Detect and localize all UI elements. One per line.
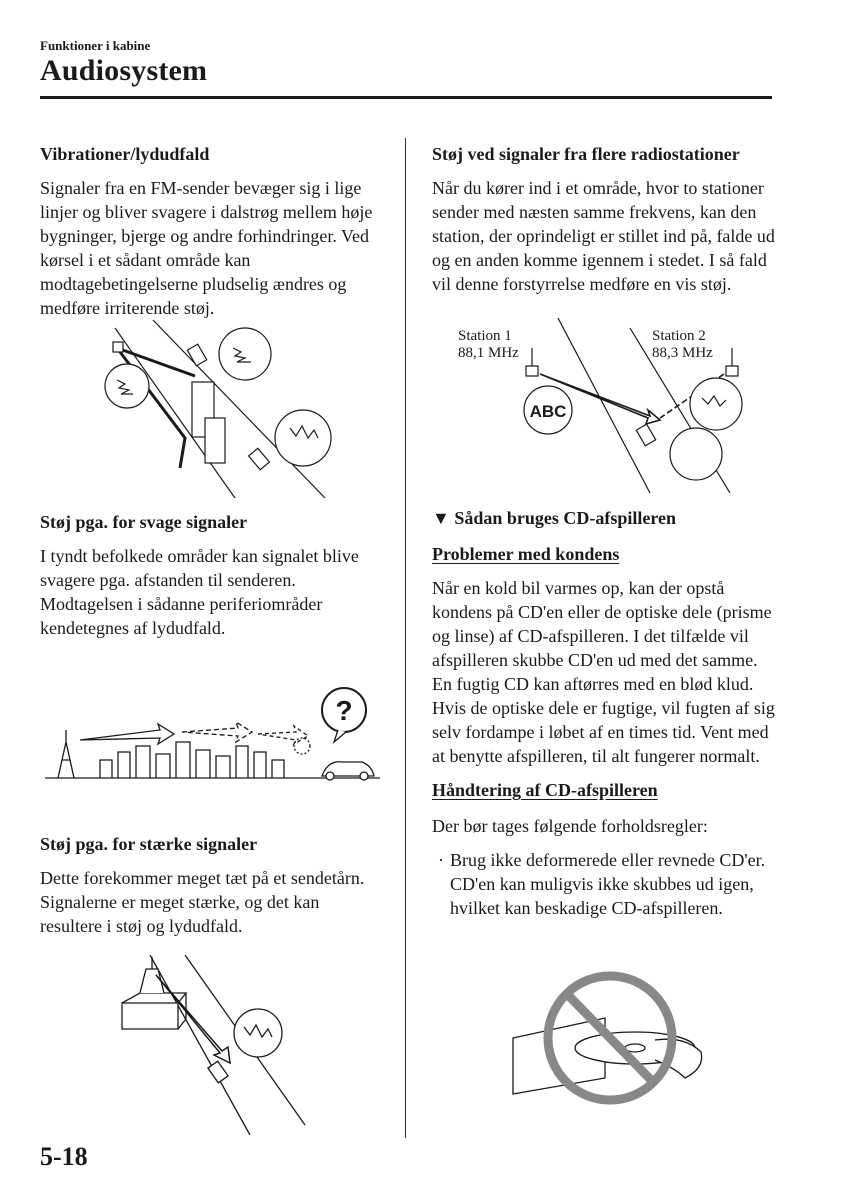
multi-station-section	[432, 142, 782, 296]
weak-signal-section	[40, 510, 385, 640]
condensation-heading: Problemer med kondens	[432, 544, 620, 564]
strong-signal-section	[40, 832, 385, 938]
multi-station-text: Når du kører ind i et område, hvor to stationer sender med næsten samme frekvens, kan den station, der oprindeligt er stillet ind på, falde ud og en anden komme igennem i stedet. I så fald vil denne forstyrrelse medføre en vis støj.	[432, 178, 775, 294]
strong-signal-text: Dette forekommer meget tæt på et sendetårn. Signalerne er meget stærke, og det kan resultere i støj og lydudfald.	[40, 868, 365, 936]
multi-station-heading: Støj ved signaler fra flere radiostationer	[432, 144, 740, 164]
section-label: Funktioner i kabine	[40, 38, 151, 53]
vibration-text: Signaler fra en FM-sender bevæger sig i lige linjer og bliver svagere i dalstrøg mellem høje bygninger, bjerge og andre forhindringer. Ved kørsel i et sådant område kan modtagebetingelserne pludselig ændres og medføre irriterende støj.	[40, 178, 373, 318]
bullet-dot: ·	[438, 850, 444, 870]
weak-signal-heading: Støj pga. for svage signaler	[40, 512, 248, 532]
vibration-illustration	[95, 318, 335, 498]
station1-name: Station 1	[458, 328, 512, 344]
handling-heading: Håndtering af CD-afspilleren	[432, 780, 658, 800]
cd-heading: ▼ Sådan bruges CD-afspilleren	[432, 508, 677, 528]
vibration-heading: Vibrationer/lydudfald	[40, 144, 210, 164]
strong-signal-heading: Støj pga. for stærke signaler	[40, 834, 258, 854]
abc-text: ABC	[529, 402, 567, 421]
bullet-text: Brug ikke deformerede eller revnede CD'er. CD'en kan muligvis ikke skubbes ud igen, hvilket kan beskadige CD-afspilleren.	[450, 850, 766, 918]
condensation-text: Når en kold bil varmes op, kan der opstå kondens på CD'en eller de optiske dele (prisme og linse) af CD-afspilleren. I det tilfælde vil afspilleren skubbe CD'en ud med det samme. En fugtig CD kan aftørres med en blød klud. Hvis de optiske dele er fugtige, vil fugten af sig selv fordampe i løbet af en times tid. Vent med at benytte afspilleren, til alt fungerer normalt.	[432, 578, 775, 766]
weak-signal-illustration	[40, 680, 385, 785]
station2-name: Station 2	[652, 328, 706, 344]
handling-bullet	[432, 848, 782, 920]
weak-signal-text: I tyndt befolkede områder kan signalet blive svagere pga. afstanden til senderen. Modtagelsen i sådanne periferiområder kendetegnes af lydudfald.	[40, 546, 359, 638]
strong-signal-illustration	[110, 955, 310, 1140]
handling-intro: Der bør tages følgende forholdsregler:	[432, 816, 708, 836]
vibration-section	[40, 142, 385, 320]
svg-text:?: ?	[335, 695, 353, 726]
column-divider	[405, 138, 406, 1138]
page-title: Audiosystem	[40, 54, 208, 87]
title-rule	[40, 96, 772, 99]
station1-freq: 88,1 MHz	[458, 345, 519, 361]
no-damaged-cd-illustration	[505, 968, 715, 1108]
station2-freq: 88,3 MHz	[652, 345, 713, 361]
page-number: 5-18	[40, 1142, 88, 1171]
cd-section	[432, 506, 782, 920]
multi-station-illustration	[440, 318, 770, 493]
